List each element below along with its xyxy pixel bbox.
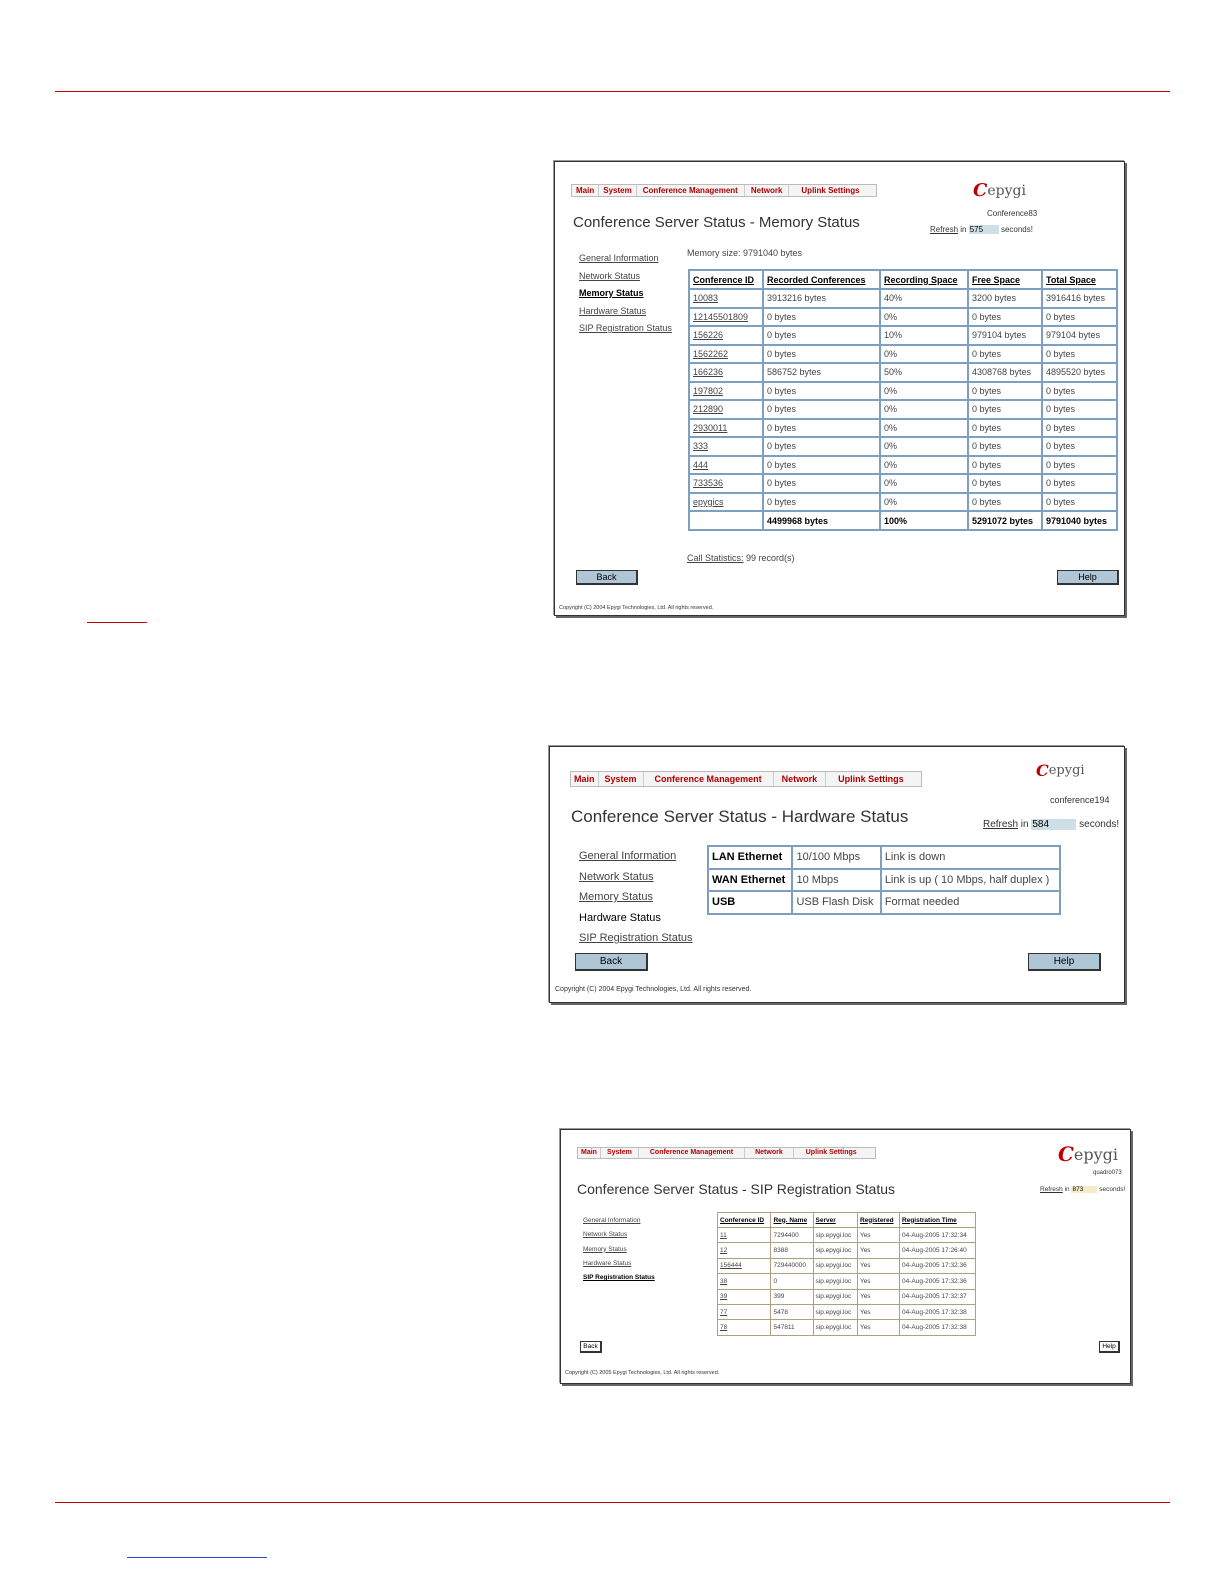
table-row <box>689 474 1117 493</box>
table-cell: 04-Aug-2005 17:32:36 <box>900 1258 976 1273</box>
table-cell: 586752 bytes <box>763 363 880 382</box>
memory-status-screenshot <box>554 161 1125 616</box>
device-name: Conference83 <box>987 209 1038 218</box>
call-statistics-link[interactable]: Call Statistics: <box>687 553 744 563</box>
help-button[interactable]: Help <box>1057 570 1119 585</box>
table-cell: 0 bytes <box>763 456 880 475</box>
copyright: Copyright (C) 2005 Epygi Technologies, Ltd. All rights reserved. <box>565 1370 720 1376</box>
table-cell: 0 bytes <box>763 400 880 419</box>
menu-system[interactable]: System <box>599 772 644 786</box>
main-menu <box>570 771 922 787</box>
col-registered[interactable]: Registered <box>857 1213 899 1228</box>
table-cell: 0 bytes <box>968 493 1042 512</box>
conference-id-link[interactable]: 39 <box>718 1289 771 1304</box>
table-row <box>718 1320 976 1335</box>
nav-hardware-status[interactable]: Hardware Status <box>583 1259 632 1267</box>
menu-main[interactable]: Main <box>571 772 599 786</box>
table-row <box>718 1289 976 1304</box>
main-menu <box>577 1147 876 1159</box>
table-cell: sip.epygi.loc <box>813 1304 857 1319</box>
memory-table-body <box>689 289 1117 530</box>
device-name: quadro073 <box>1093 1170 1122 1176</box>
sip-table-header <box>718 1213 976 1228</box>
table-row <box>689 289 1117 308</box>
table-cell: 04-Aug-2005 17:32:37 <box>900 1289 976 1304</box>
table-cell: 0 bytes <box>968 474 1042 493</box>
refresh-counter: 873 <box>1071 1186 1097 1193</box>
table-cell: Yes <box>857 1274 899 1289</box>
margin-mark <box>87 622 147 623</box>
table-cell: 0 bytes <box>1042 493 1117 512</box>
table-row <box>689 400 1117 419</box>
page-title: Conference Server Status - Memory Status <box>573 214 860 231</box>
epygi-logo-mark-icon: C <box>973 180 988 201</box>
table-cell: 0 bytes <box>1042 345 1117 364</box>
nav-memory-status[interactable]: Memory Status <box>579 288 644 298</box>
main-menu <box>571 184 877 197</box>
table-cell: 0% <box>880 308 968 327</box>
back-button[interactable]: Back <box>580 1341 602 1353</box>
conference-id-link[interactable]: 2930011 <box>689 419 763 438</box>
table-cell: 40% <box>880 289 968 308</box>
table-cell: 3200 bytes <box>968 289 1042 308</box>
epygi-logo: C epygi <box>1036 761 1085 780</box>
table-cell: 979104 bytes <box>968 326 1042 345</box>
refresh-control: Refresh in 873 seconds! <box>1040 1186 1126 1193</box>
epygi-logo: C epygi <box>973 180 1026 201</box>
epygi-logo: C epygi <box>1058 1142 1119 1166</box>
total-cell: 5291072 bytes <box>968 511 1042 530</box>
hardware-table <box>707 845 1061 915</box>
call-statistics-value: 99 record(s) <box>746 553 795 563</box>
table-cell: Yes <box>857 1243 899 1258</box>
table-cell: Yes <box>857 1228 899 1243</box>
conference-id-link[interactable]: epygics <box>689 493 763 512</box>
conference-id-link[interactable]: 12 <box>718 1243 771 1258</box>
table-cell: 04-Aug-2005 17:32:36 <box>900 1274 976 1289</box>
table-cell: Link is down <box>881 846 1060 869</box>
nav-network-status[interactable]: Network Status <box>579 270 641 281</box>
copyright: Copyright (C) 2004 Epygi Technologies, Ltd. All rights reserved. <box>555 986 752 993</box>
table-cell: 0 bytes <box>763 437 880 456</box>
help-button[interactable]: Help <box>1099 1341 1120 1353</box>
conference-id-link[interactable]: 156226 <box>689 326 763 345</box>
refresh-link[interactable]: Refresh <box>1040 1186 1063 1193</box>
nav-general-information[interactable]: General Information <box>579 253 659 263</box>
nav-general-information[interactable]: General Information <box>583 1217 641 1224</box>
refresh-control: Refresh in 584 seconds! <box>983 819 1120 830</box>
menu-conference-management[interactable]: Conference Management <box>637 185 745 196</box>
menu-uplink-settings[interactable]: Uplink Settings <box>838 774 904 784</box>
table-cell: 0 bytes <box>763 382 880 401</box>
page-title: Conference Server Status - SIP Registration Status <box>577 1181 896 1197</box>
footer-rule <box>55 1502 1170 1503</box>
table-cell: 0 bytes <box>763 345 880 364</box>
conference-id-link[interactable]: 212890 <box>689 400 763 419</box>
menu-main[interactable]: Main <box>578 1148 601 1158</box>
menu-conference-management[interactable]: Conference Management <box>639 1148 745 1158</box>
table-cell: 0 bytes <box>1042 437 1117 456</box>
table-cell: 0 bytes <box>1042 382 1117 401</box>
table-cell: 0% <box>880 493 968 512</box>
col-registration-time[interactable]: Registration Time <box>900 1213 976 1228</box>
refresh-link[interactable]: Refresh <box>983 819 1019 830</box>
table-cell: 4895520 bytes <box>1042 363 1117 382</box>
conference-id-link[interactable]: 733536 <box>689 474 763 493</box>
table-cell: 0% <box>880 345 968 364</box>
table-cell: 0 bytes <box>968 400 1042 419</box>
sip-table <box>717 1212 976 1336</box>
table-cell: 399 <box>771 1289 813 1304</box>
menu-uplink-settings[interactable]: Uplink Settings <box>801 186 860 195</box>
table-row <box>689 345 1117 364</box>
conference-id-link[interactable]: 78 <box>718 1320 771 1335</box>
table-cell: 0 bytes <box>968 437 1042 456</box>
table-row <box>689 382 1117 401</box>
table-cell: 0 bytes <box>763 493 880 512</box>
hardware-label: WAN Ethernet <box>708 869 792 892</box>
table-cell: 729440000 <box>771 1258 813 1273</box>
table-cell: Yes <box>857 1289 899 1304</box>
table-cell: 0 bytes <box>1042 400 1117 419</box>
table-row <box>689 456 1117 475</box>
table-cell: 0% <box>880 382 968 401</box>
conference-id-link[interactable]: 10083 <box>689 289 763 308</box>
table-cell: 4308768 bytes <box>968 363 1042 382</box>
table-cell: sip.epygi.loc <box>813 1258 857 1273</box>
table-cell: 0 <box>771 1274 813 1289</box>
nav-network-status[interactable]: Network Status <box>579 870 654 883</box>
table-row <box>718 1228 976 1243</box>
conference-id-link[interactable]: 1562262 <box>689 345 763 364</box>
col-conference-id[interactable]: Conference ID <box>689 270 763 289</box>
total-cell: 4499968 bytes <box>763 511 880 530</box>
menu-network[interactable]: Network <box>774 772 827 786</box>
table-row <box>689 493 1117 512</box>
menu-system[interactable]: System <box>601 1148 639 1158</box>
table-cell: 10 Mbps <box>792 869 880 892</box>
nav-hardware-status[interactable]: Hardware Status <box>579 305 647 316</box>
help-button[interactable]: Help <box>1028 953 1101 971</box>
footer-link-underline <box>127 1557 267 1558</box>
table-row <box>708 891 1060 914</box>
table-cell: 0 bytes <box>1042 419 1117 438</box>
table-cell: 979104 bytes <box>1042 326 1117 345</box>
memory-table-header <box>689 270 1117 289</box>
menu-main[interactable]: Main <box>572 185 599 196</box>
status-nav <box>583 1214 655 1285</box>
nav-sip-registration-status[interactable]: SIP Registration Status <box>579 323 672 333</box>
back-button[interactable]: Back <box>576 570 638 585</box>
hardware-status-screenshot <box>549 746 1125 1003</box>
col-total-space[interactable]: Total Space <box>1042 270 1117 289</box>
conference-id-link[interactable]: 166236 <box>689 363 763 382</box>
epygi-logo-mark-icon: C <box>1036 761 1049 780</box>
menu-system[interactable]: System <box>599 185 636 196</box>
menu-uplink-settings[interactable]: Uplink Settings <box>805 1149 857 1156</box>
table-row <box>718 1274 976 1289</box>
table-row <box>718 1258 976 1273</box>
menu-network[interactable]: Network <box>745 185 790 196</box>
table-row <box>689 363 1117 382</box>
table-cell: USB Flash Disk <box>792 891 880 914</box>
col-free-space[interactable]: Free Space <box>968 270 1042 289</box>
conference-id-link[interactable]: 156444 <box>718 1258 771 1273</box>
table-cell: 04-Aug-2005 17:26:40 <box>900 1243 976 1258</box>
nav-memory-status[interactable]: Memory Status <box>579 891 653 903</box>
conference-id-link[interactable]: 11 <box>718 1228 771 1243</box>
memory-table <box>688 269 1118 531</box>
table-cell: 0 bytes <box>763 419 880 438</box>
table-cell: Format needed <box>881 891 1060 914</box>
copyright: Copyright (C) 2004 Epygi Technologies, Ltd. All rights reserved. <box>559 605 714 611</box>
nav-general-information[interactable]: General Information <box>579 850 677 862</box>
table-cell: 10/100 Mbps <box>792 846 880 869</box>
col-conference-id[interactable]: Conference ID <box>718 1213 771 1228</box>
table-cell: 0 bytes <box>763 308 880 327</box>
table-cell: sip.epygi.loc <box>813 1289 857 1304</box>
conference-id-link[interactable]: 12145501809 <box>689 308 763 327</box>
table-cell: 0% <box>880 456 968 475</box>
table-row <box>689 437 1117 456</box>
nav-network-status[interactable]: Network Status <box>583 1231 628 1239</box>
table-cell: 5478 <box>771 1304 813 1319</box>
table-cell: 0 bytes <box>763 326 880 345</box>
table-cell: 0 bytes <box>968 308 1042 327</box>
refresh-link[interactable]: Refresh <box>930 225 959 234</box>
hardware-label: LAN Ethernet <box>708 846 792 869</box>
table-cell: sip.epygi.loc <box>813 1243 857 1258</box>
call-statistics <box>687 553 795 563</box>
status-nav <box>579 846 693 949</box>
device-name: conference194 <box>1050 795 1110 805</box>
table-cell: 0 bytes <box>1042 474 1117 493</box>
col-server[interactable]: Server <box>813 1213 857 1228</box>
total-cell: 100% <box>880 511 968 530</box>
table-cell: Yes <box>857 1320 899 1335</box>
table-cell: sip.epygi.loc <box>813 1274 857 1289</box>
table-row <box>689 308 1117 327</box>
conference-id-link[interactable]: 38 <box>718 1274 771 1289</box>
table-cell: 50% <box>880 363 968 382</box>
sip-table-body <box>718 1228 976 1336</box>
table-cell: 0% <box>880 419 968 438</box>
table-cell: 10% <box>880 326 968 345</box>
table-cell: 04-Aug-2005 17:32:38 <box>900 1304 976 1319</box>
hardware-table-body <box>708 846 1060 914</box>
table-cell: 547811 <box>771 1320 813 1335</box>
refresh-control: Refresh in 575 seconds! <box>930 225 1033 234</box>
sip-registration-screenshot <box>560 1129 1131 1384</box>
table-row <box>718 1304 976 1319</box>
table-cell: 3913216 bytes <box>763 289 880 308</box>
table-cell: 0 bytes <box>968 345 1042 364</box>
conference-id-link[interactable]: 197802 <box>689 382 763 401</box>
nav-sip-registration-status[interactable]: SIP Registration Status <box>583 1274 655 1282</box>
table-row <box>708 869 1060 892</box>
table-cell: Link is up ( 10 Mbps, half duplex ) <box>881 869 1060 892</box>
total-cell <box>689 511 763 530</box>
table-cell: 0 bytes <box>763 474 880 493</box>
table-cell: 0 bytes <box>968 456 1042 475</box>
nav-hardware-status[interactable]: Hardware Status <box>579 911 661 924</box>
hardware-label: USB <box>708 891 792 914</box>
table-cell: 0 bytes <box>968 419 1042 438</box>
conference-id-link[interactable]: 333 <box>689 437 763 456</box>
menu-conference-management[interactable]: Conference Management <box>644 772 774 786</box>
table-row <box>689 419 1117 438</box>
table-cell: 0 bytes <box>1042 308 1117 327</box>
col-recording-space[interactable]: Recording Space <box>880 270 968 289</box>
nav-memory-status[interactable]: Memory Status <box>583 1245 627 1253</box>
table-cell: 04-Aug-2005 17:32:34 <box>900 1228 976 1243</box>
table-row <box>689 326 1117 345</box>
table-cell: sip.epygi.loc <box>813 1320 857 1335</box>
page-title: Conference Server Status - Hardware Status <box>571 807 909 826</box>
back-button[interactable]: Back <box>575 953 648 971</box>
total-cell: 9791040 bytes <box>1042 511 1117 530</box>
table-cell: Yes <box>857 1304 899 1319</box>
memory-size-text: Memory size: 9791040 bytes <box>687 248 803 258</box>
table-cell: 7294400 <box>771 1228 813 1243</box>
refresh-counter: 575 <box>969 225 999 234</box>
conference-id-link[interactable]: 444 <box>689 456 763 475</box>
header-rule <box>55 91 1170 92</box>
nav-sip-registration-status[interactable]: SIP Registration Status <box>579 932 693 944</box>
table-cell: 04-Aug-2005 17:32:38 <box>900 1320 976 1335</box>
total-row <box>689 511 1117 530</box>
epygi-logo-mark-icon: C <box>1058 1142 1074 1166</box>
table-cell: 0% <box>880 437 968 456</box>
conference-id-link[interactable]: 77 <box>718 1304 771 1319</box>
table-cell: sip.epygi.loc <box>813 1228 857 1243</box>
table-cell: 0% <box>880 400 968 419</box>
table-row <box>708 846 1060 869</box>
table-row <box>718 1243 976 1258</box>
table-cell: 3916416 bytes <box>1042 289 1117 308</box>
col-reg-name[interactable]: Reg. Name <box>771 1213 813 1228</box>
table-cell: 0% <box>880 474 968 493</box>
table-cell: 0 bytes <box>1042 456 1117 475</box>
col-recorded-conferences[interactable]: Recorded Conferences <box>763 270 880 289</box>
table-cell: 0 bytes <box>968 382 1042 401</box>
table-cell: 8388 <box>771 1243 813 1258</box>
table-cell: Yes <box>857 1258 899 1273</box>
status-nav <box>579 250 672 338</box>
menu-network[interactable]: Network <box>745 1148 794 1158</box>
refresh-counter: 584 <box>1031 819 1076 830</box>
